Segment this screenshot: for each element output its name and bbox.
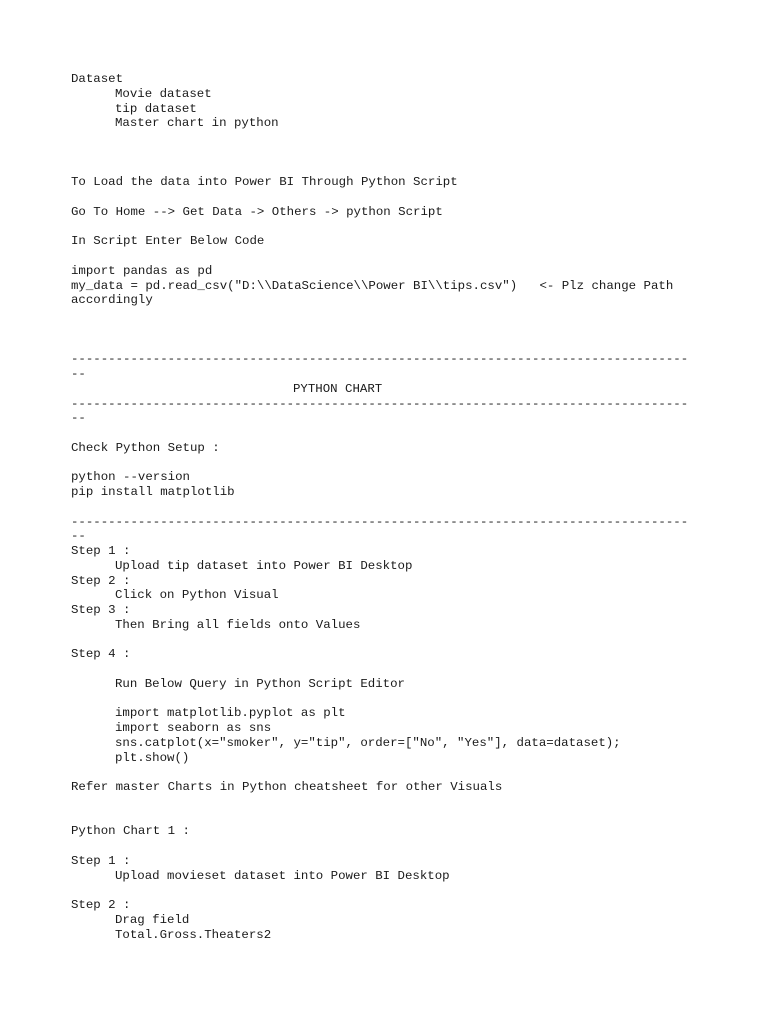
text-line: accordingly [71,293,153,308]
blank-line [71,456,711,471]
text-line: Master chart in python [115,116,279,131]
blank-line [71,323,711,338]
text-line: Dataset [71,72,124,86]
text-line: tip dataset [115,101,197,116]
text-line: import seaborn as sns [115,721,272,735]
blank-line [71,131,711,146]
text-line: Check Python Setup : [71,440,220,455]
blank-line [71,662,711,677]
text-line: In Script Enter Below Code [71,234,265,249]
text-line: ----------------------------------------------------------------------------------- [71,514,689,529]
blank-line [71,692,711,707]
text-line: Refer master Charts in Python cheatsheet for other Visuals [71,780,503,794]
text-line: import matplotlib.pyplot as plt [115,706,346,721]
text-line: ----------------------------------------------------------------------------------- [71,396,689,411]
text-line: pip install matplotlib [71,485,235,499]
text-line: Step 3 : [71,603,131,617]
text-line: Upload tip dataset into Power BI Desktop [115,558,413,573]
blank-line [71,795,711,810]
text-line: Step 1 : [71,544,131,558]
blank-line [71,190,711,205]
text-line: import pandas as pd [71,263,213,278]
text-line: -- [71,411,86,426]
text-line: Step 1 : [71,853,131,868]
text-line: Python Chart 1 : [71,824,190,839]
text-line: Step 2 : [71,898,131,912]
blank-line [71,308,711,323]
blank-line [71,161,711,176]
text-line: Click on Python Visual [115,588,279,603]
blank-line [71,883,711,898]
blank-line [71,810,711,825]
text-line: Go To Home --> Get Data -> Others -> python Script [71,204,443,219]
text-line: Drag field [115,912,190,927]
text-line: ----------------------------------------------------------------------------------- [71,352,689,367]
blank-line [71,146,711,161]
blank-line [71,839,711,854]
text-line: -- [71,529,86,544]
blank-line [71,633,711,648]
text-line: sns.catplot(x="smoker", y="tip", order=["No", "Yes"], data=dataset); [115,735,621,750]
blank-line [71,500,711,515]
text-line: my_data = pd.read_csv("D:\\DataScience\\Power BI\\tips.csv") <- Plz change Path [71,278,674,293]
text-line: plt.show() [115,750,190,765]
text-line: PYTHON CHART [293,381,383,396]
text-line: Total.Gross.Theaters2 [115,927,272,942]
text-line: Run Below Query in Python Script Editor [115,676,405,691]
blank-line [71,426,711,441]
text-line: Step 4 : [71,647,131,662]
text-line: -- [71,367,86,381]
text-line: Step 2 : [71,573,131,588]
blank-line [71,338,711,353]
text-line: Then Bring all fields onto Values [115,617,361,632]
document-body [71,72,711,942]
text-line: Movie dataset [115,86,212,101]
blank-line [71,765,711,780]
blank-line [71,220,711,235]
text-line: To Load the data into Power BI Through Python Script [71,175,458,190]
text-line: python --version [71,470,190,485]
text-line: Upload movieset dataset into Power BI Desktop [115,868,450,883]
blank-line [71,249,711,264]
